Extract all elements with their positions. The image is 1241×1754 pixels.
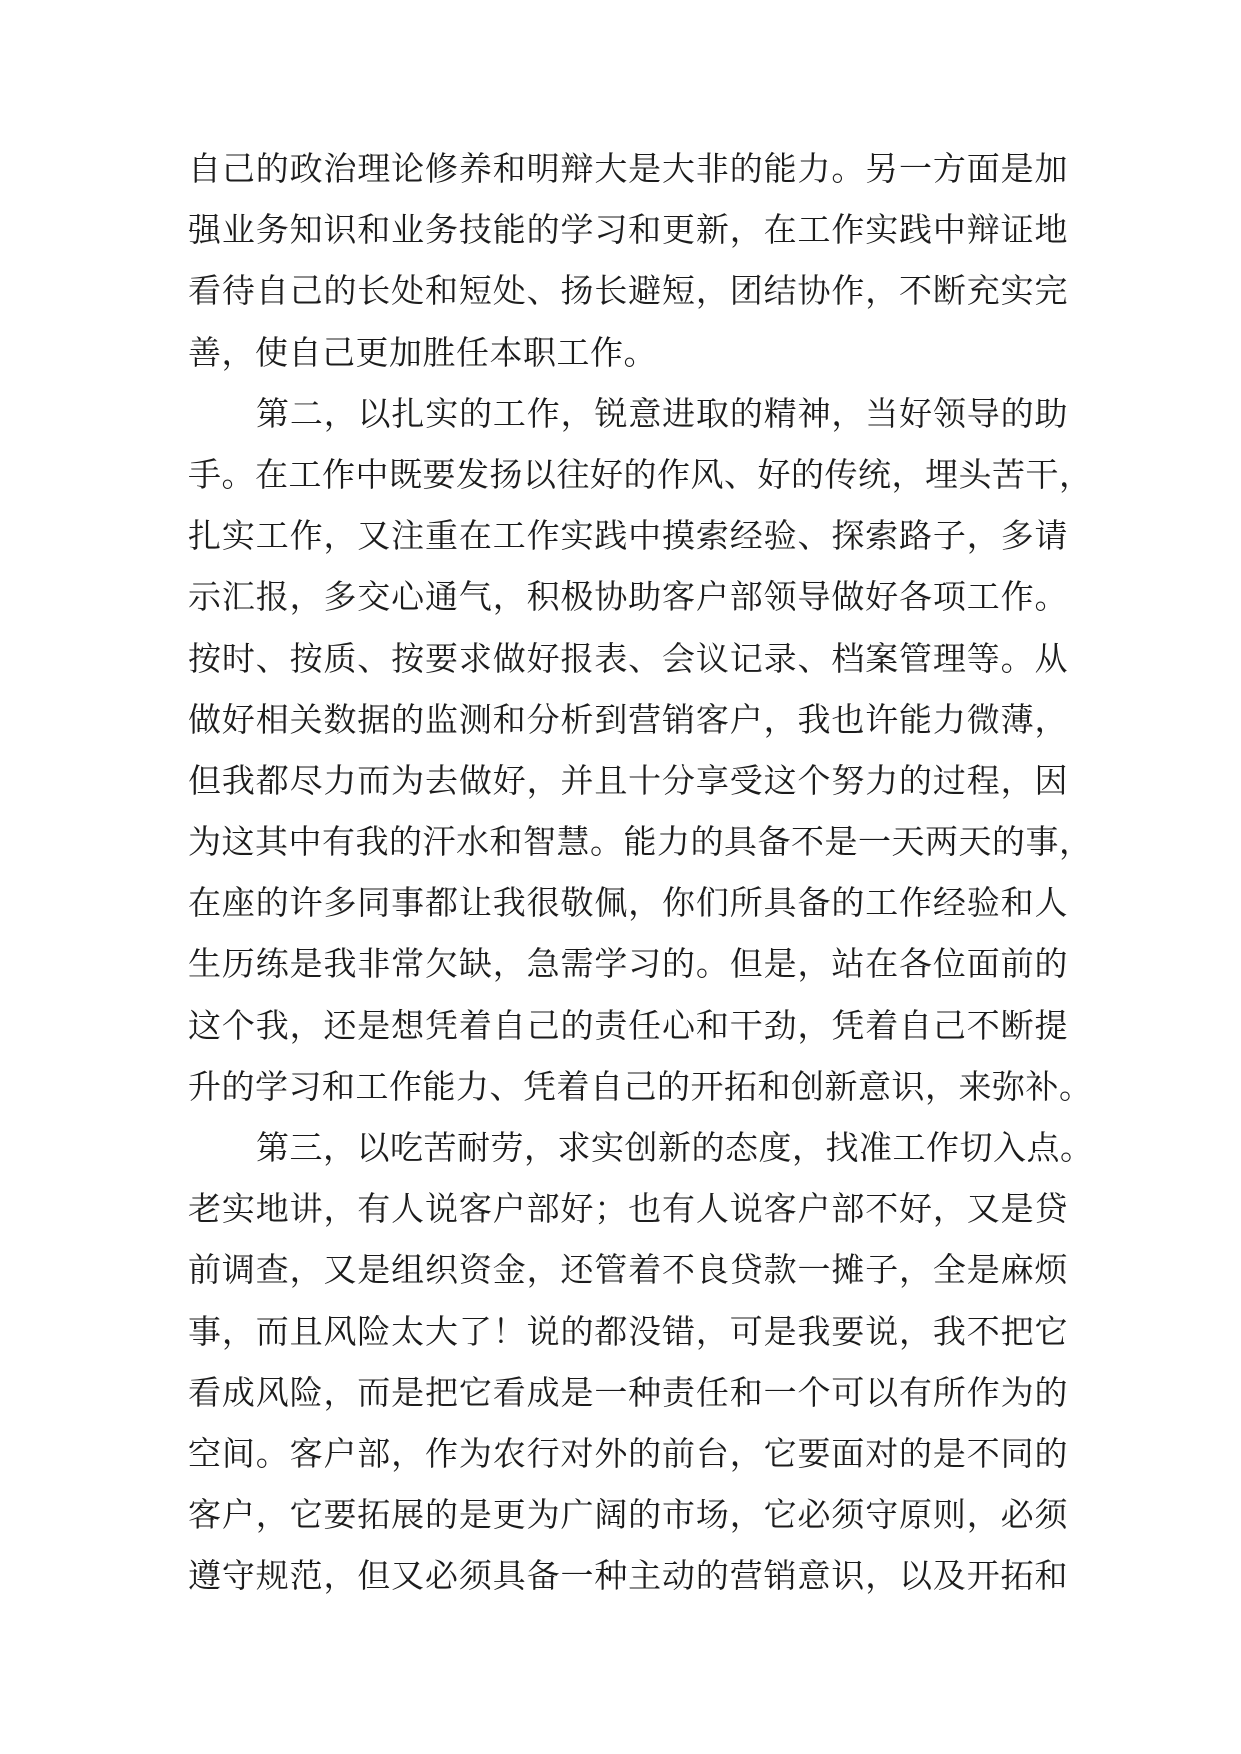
text-line: 遵守规范，但又必须具备一种主动的营销意识，以及开拓和 bbox=[188, 1556, 1068, 1596]
text-line: 手。在工作中既要发扬以往好的作风、好的传统，埋头苦干， bbox=[188, 454, 1093, 494]
paragraph-start-line: 第三，以吃苦耐劳，求实创新的态度，找准工作切入点。 bbox=[256, 1128, 1094, 1167]
text-line: 看成风险，而是把它看成是一种责任和一个可以有所作为的 bbox=[188, 1372, 1068, 1412]
body-text bbox=[188, 138, 1094, 1607]
text-line: 前调查，又是组织资金，还管着不良贷款一摊子，全是麻烦 bbox=[188, 1250, 1068, 1290]
text-line: 做好相关数据的监测和分析到营销客户，我也许能力微薄， bbox=[188, 699, 1068, 739]
text-line: 升的学习和工作能力、凭着自己的开拓和创新意识，来弥补。 bbox=[188, 1066, 1093, 1106]
text-line: 但我都尽力而为去做好，并且十分享受这个努力的过程，因 bbox=[188, 760, 1068, 800]
text-line: 善，使自己更加胜任本职工作。 bbox=[188, 332, 657, 372]
text-line: 客户，它要拓展的是更为广阔的市场，它必须守原则，必须 bbox=[188, 1495, 1068, 1535]
text-line: 自己的政治理论修养和明辩大是大非的能力。另一方面是加 bbox=[188, 149, 1068, 188]
text-line: 老实地讲，有人说客户部好；也有人说客户部不好，又是贷 bbox=[188, 1189, 1068, 1229]
text-line: 生历练是我非常欠缺，急需学习的。但是，站在各位面前的 bbox=[188, 944, 1068, 984]
paragraph-start-line: 第二，以扎实的工作，锐意进取的精神，当好领导的助 bbox=[256, 393, 1068, 433]
text-line: 看待自己的长处和短处、扬长避短，团结协作，不断充实完 bbox=[188, 271, 1068, 311]
text-line: 扎实工作，又注重在工作实践中摸索经验、探索路子，多请 bbox=[188, 516, 1068, 556]
text-line: 空间。客户部，作为农行对外的前台，它要面对的是不同的 bbox=[188, 1433, 1068, 1473]
text-line: 示汇报，多交心通气，积极协助客户部领导做好各项工作。 bbox=[188, 577, 1068, 617]
text-line: 这个我，还是想凭着自己的责任心和干劲，凭着自己不断提 bbox=[188, 1005, 1068, 1045]
text-line: 强业务知识和业务技能的学习和更新，在工作实践中辩证地 bbox=[188, 210, 1068, 250]
text-line: 在座的许多同事都让我很敬佩，你们所具备的工作经验和人 bbox=[188, 883, 1068, 923]
text-line: 按时、按质、按要求做好报表、会议记录、档案管理等。从 bbox=[188, 638, 1068, 678]
text-line: 事，而且风险太大了！说的都没错，可是我要说，我不把它 bbox=[188, 1311, 1068, 1351]
text-line: 为这其中有我的汗水和智慧。能力的具备不是一天两天的事， bbox=[188, 822, 1093, 862]
